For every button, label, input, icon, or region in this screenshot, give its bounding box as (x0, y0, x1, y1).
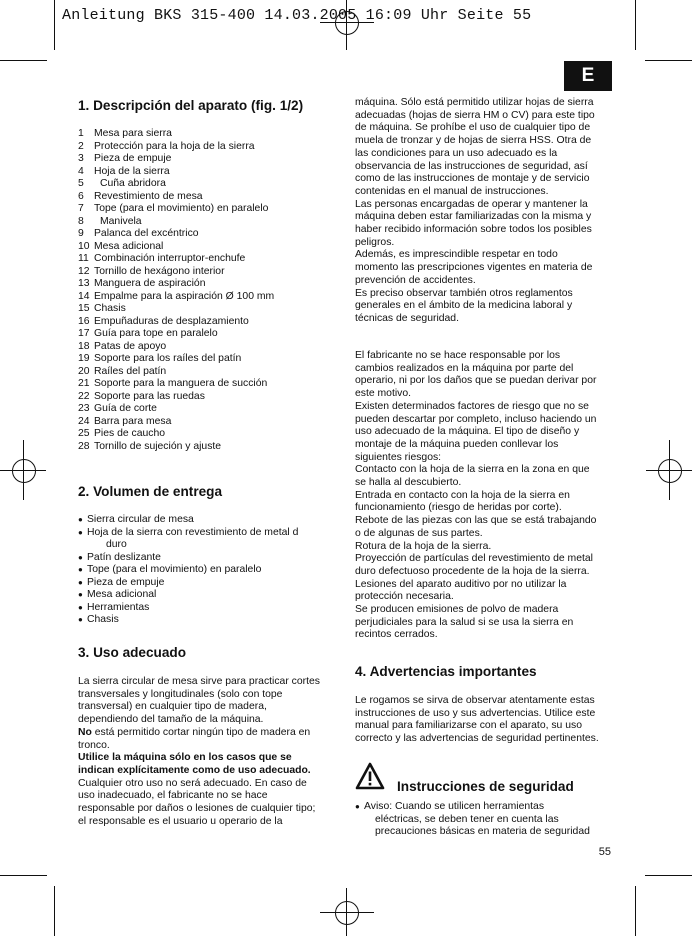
parts-list-label: Chasis (94, 303, 126, 314)
crop-mark (635, 886, 636, 936)
parts-list-item (78, 216, 274, 229)
list-item-continuation: precauciones básicas en materia de seguridad (375, 826, 590, 837)
parts-list-item (78, 366, 274, 379)
text-line: como de las instrucciones de montaje y de servicio (355, 173, 590, 185)
bold-word: No (78, 726, 92, 738)
parts-list-label: Mesa para sierra (94, 128, 172, 139)
text-line: técnicas de seguridad. (355, 312, 459, 324)
parts-list-label: Tornillo de hexágono interior (94, 265, 225, 277)
text-line: Rotura de la hoja de la sierra. (355, 540, 492, 552)
parts-list-number: 9 (78, 228, 84, 239)
list-item: ● Patín deslizante (78, 552, 298, 565)
parts-list-label: Manivela (100, 215, 142, 227)
text-line: se halla al descubierto. (355, 477, 462, 489)
crop-mark (54, 0, 55, 50)
list-item-continuation: eléctricas, se deben tener en cuenta las (375, 813, 559, 825)
parts-list-label: Pieza de empuje (94, 153, 172, 164)
list-item: ● Aviso: Cuando se utilicen herramientas (355, 801, 590, 814)
parts-list-number: 4 (78, 165, 84, 177)
parts-list-number: 25 (78, 428, 90, 439)
text-line: protección necesaria. (355, 591, 454, 603)
text-line: peligros. (355, 236, 395, 248)
parts-list-item (78, 153, 274, 166)
parts-list-label: Soporte para las ruedas (94, 390, 205, 402)
parts-list-item (78, 403, 274, 416)
text-line: correcto y las advertencias de seguridad pertinentes. (355, 733, 599, 745)
parts-list-label: Soporte para los raíles del patín (94, 353, 242, 364)
text-line: transversales y longitudinales (solo con tope (78, 688, 283, 700)
text-line: cambios realizados en la máquina por parte del (355, 362, 574, 374)
text-line: Además, es imprescindible respetar en todo (355, 249, 558, 261)
parts-list-label: Tornillo de sujeción y ajuste (94, 440, 222, 452)
text-line: operario, ni por los daños que se puedan derivar por (355, 375, 597, 387)
parts-list-label: Raíles del patín (94, 365, 167, 377)
parts-list-number: 22 (78, 390, 90, 402)
section-heading-delivery: 2. Volumen de entrega (78, 484, 223, 499)
text-line: montaje de la máquina pueden conllevar los (355, 438, 559, 450)
parts-list-number: 14 (78, 290, 90, 302)
text-line: pueden descartar por completo, incluso haciendo un (355, 413, 597, 425)
parts-list-item (78, 378, 274, 391)
crop-mark (0, 60, 47, 61)
parts-list-label: Tope (para el movimiento) en paralelo (94, 203, 269, 214)
text-line (78, 727, 340, 740)
parts-list-number: 16 (78, 315, 90, 327)
text-line: uso inadecuado, el fabricante no se hace (78, 790, 268, 802)
parts-list-item (78, 316, 274, 329)
parts-list (78, 128, 274, 453)
text-line: recintos cerrados. (355, 629, 438, 641)
right-column-block-2 (355, 350, 617, 642)
list-item: ● Pieza de empuje (78, 577, 298, 590)
parts-list-number: 17 (78, 328, 90, 339)
parts-list-number: 6 (78, 190, 84, 202)
crop-mark (635, 0, 636, 50)
text-line: Existen determinados factores de riesgo que no se (355, 400, 589, 412)
parts-list-number: 8 (78, 215, 84, 227)
parts-list-number: 24 (78, 415, 90, 427)
parts-list-label: Soporte para la manguera de succión (94, 378, 268, 389)
list-item-continuation: duro (106, 539, 127, 550)
parts-list-label: Combinación interruptor-enchufe (94, 253, 246, 264)
text-line: uso adecuado de la máquina. El tipo de diseño y (355, 426, 580, 438)
parts-list-label: Empuñaduras de desplazamiento (94, 315, 249, 327)
language-tab: E (564, 61, 612, 91)
parts-list-item (78, 203, 274, 216)
parts-list-label: Guía de corte (94, 403, 157, 414)
parts-list-number: 28 (78, 440, 90, 452)
parts-list-label: Guía para tope en paralelo (94, 328, 218, 339)
parts-list-number: 10 (78, 240, 90, 252)
parts-list-label: Palanca del excéntrico (94, 228, 199, 239)
crop-mark (54, 886, 55, 936)
parts-list-label: Revestimiento de mesa (94, 190, 203, 202)
crop-mark (645, 875, 692, 876)
parts-list-label: Manguera de aspiración (94, 278, 206, 289)
text-line: de máquina. Se prohíbe el uso de cualquier tipo de (355, 122, 591, 134)
bold-line: indican explícitamente como de uso adecuado. (78, 764, 311, 776)
parts-list-item (78, 241, 274, 254)
parts-list-item (78, 128, 274, 141)
parts-list-number: 7 (78, 203, 84, 214)
text-line: tronco. (78, 739, 110, 751)
crop-mark (645, 60, 692, 61)
safety-list (355, 801, 590, 839)
text-line: El fabricante no se hace responsable por los (355, 350, 561, 361)
text-line: transversal) en cualquier tipo de madera, (78, 701, 267, 713)
parts-list-label: Barra para mesa (94, 415, 172, 427)
text-line: adecuadas (hojas de sierra HM o CV) para este tipo (355, 109, 595, 121)
parts-list-label: Mesa adicional (94, 240, 164, 252)
text-line: o de algunas de sus partes. (355, 527, 483, 539)
parts-list-item (78, 391, 274, 404)
text-line: instrucciones de uso y sus advertencias. Utilice este (355, 707, 596, 719)
text-line: La sierra circular de mesa sirve para practicar cortes (78, 676, 320, 687)
text-line: Lesiones del aparato auditivo por no utilizar la (355, 578, 567, 590)
list-item: ● Chasis (78, 614, 298, 627)
registration-mark-right (646, 440, 692, 500)
page-number: 55 (598, 846, 611, 858)
parts-list-number: 13 (78, 278, 90, 289)
registration-mark-left (0, 440, 46, 500)
list-item: ● Sierra circular de mesa (78, 514, 298, 527)
parts-list-item (78, 416, 274, 429)
parts-list-label: Cuña abridora (100, 178, 166, 189)
parts-list-item (78, 141, 274, 154)
parts-list-number: 1 (78, 128, 84, 139)
parts-list-item (78, 441, 274, 454)
text-line: prevención de accidentes. (355, 274, 476, 286)
text-line: el responsable es el usuario u operario de la (78, 815, 283, 827)
parts-list-number: 12 (78, 265, 90, 277)
safety-heading: Instrucciones de seguridad (397, 779, 574, 794)
text-line: máquina deben estar familiarizadas con la misma y (355, 211, 592, 223)
text-line: manual para familiarizarse con el aparato, su uso (355, 720, 582, 732)
section-heading-intended-use: 3. Uso adecuado (78, 645, 187, 660)
text-line: este motivo. (355, 388, 412, 400)
parts-list-item (78, 303, 274, 316)
parts-list-item (78, 228, 274, 241)
text-line: Proyección de partículas del revestimiento de metal (355, 553, 593, 565)
warnings-text (355, 695, 617, 746)
text-line: dependiendo del tamaño de la máquina. (78, 714, 264, 726)
text-line: Cualquier otro uso no será adecuado. En caso de (78, 777, 307, 789)
parts-list-item (78, 328, 274, 341)
parts-list-item (78, 428, 274, 441)
right-column-block-1 (355, 97, 617, 326)
parts-list-item (78, 353, 274, 366)
parts-list-label: Empalme para la aspiración Ø 100 mm (94, 290, 275, 302)
delivery-list (78, 514, 298, 627)
text-line: las condiciones para un uso adecuado es la (355, 147, 558, 159)
list-item: ● Hoja de la sierra con revestimiento de metal d (78, 527, 298, 540)
text-line: Se producen emisiones de polvo de madera (355, 604, 559, 616)
registration-mark-bottom (320, 888, 374, 936)
text-line: funcionamiento (riesgo de heridas por corte). (355, 502, 562, 514)
section-heading-description: 1. Descripción del aparato (fig. 1/2) (78, 98, 304, 113)
parts-list-number: 20 (78, 365, 90, 377)
parts-list-item (78, 166, 274, 179)
text-line: Le rogamos se sirva de observar atentamente estas (355, 695, 595, 706)
text-line: Contacto con la hoja de la sierra en la zona en que (355, 464, 590, 476)
parts-list-item (78, 178, 274, 191)
text-line: siguientes riesgos: (355, 451, 442, 463)
parts-list-number: 23 (78, 403, 90, 414)
text-line: duro defectuoso procedente de la hoja de la sierra. (355, 565, 590, 577)
parts-list-label: Patas de apoyo (94, 340, 167, 352)
parts-list-number: 15 (78, 303, 90, 314)
parts-list-number: 19 (78, 353, 90, 364)
parts-list-number: 11 (78, 253, 89, 264)
text-line: responsable por daños o lesiones de cualquier tipo; (78, 803, 316, 815)
parts-list-item (78, 191, 274, 204)
text-line: generales en el ámbito de la medicina laboral y (355, 300, 573, 312)
parts-list-label: Protección para la hoja de la sierra (94, 140, 255, 152)
text-line: Es preciso observar también otros reglamentos (355, 287, 573, 299)
parts-list-label: Pies de caucho (94, 428, 166, 439)
text-line: muela de tronzar y de hojas de sierra HSS. Otra de (355, 135, 592, 147)
parts-list-number: 5 (78, 178, 84, 189)
text-line: momento las prescripciones vigentes en materia de (355, 262, 593, 274)
parts-list-label: Hoja de la sierra (94, 165, 170, 177)
text-line: perjudiciales para la salud si se usa la sierra en (355, 616, 574, 628)
running-header: Anleitung BKS 315-400 14.03.2005 16:09 Uhr Seite 55 (62, 7, 532, 24)
bold-line: Utilice la máquina sólo en los casos que se (78, 752, 292, 764)
parts-list-number: 3 (78, 153, 84, 164)
parts-list-item (78, 266, 274, 279)
parts-list-item (78, 291, 274, 304)
text-line: Rebote de las piezas con las que se está trabajando (355, 515, 597, 527)
intended-use-text (78, 676, 340, 828)
text-line: máquina. Sólo está permitido utilizar hojas de sierra (355, 97, 594, 108)
text-line: haber recibido información sobre todos los posibles (355, 224, 592, 236)
text-line: contenidas en el manual de instrucciones. (355, 185, 549, 197)
crop-mark (0, 875, 47, 876)
parts-list-item (78, 341, 274, 354)
list-item: ● Mesa adicional (78, 589, 298, 602)
text-line: observancia de las instrucciones de seguridad, así (355, 160, 588, 172)
list-item: ● Tope (para el movimiento) en paralelo (78, 564, 298, 577)
section-heading-warnings: 4. Advertencias importantes (355, 664, 537, 679)
parts-list-number: 2 (78, 140, 84, 152)
parts-list-item (78, 253, 274, 266)
parts-list-number: 21 (78, 378, 90, 389)
text-line: Las personas encargadas de operar y mantener la (355, 198, 588, 210)
list-item: ● Herramientas (78, 602, 298, 615)
text-line: Entrada en contacto con la hoja de la sierra en (355, 489, 570, 501)
parts-list-item (78, 278, 274, 291)
warning-triangle-icon (355, 762, 385, 790)
text-span: está permitido cortar ningún tipo de madera en (91, 726, 311, 738)
parts-list-number: 18 (78, 340, 90, 352)
